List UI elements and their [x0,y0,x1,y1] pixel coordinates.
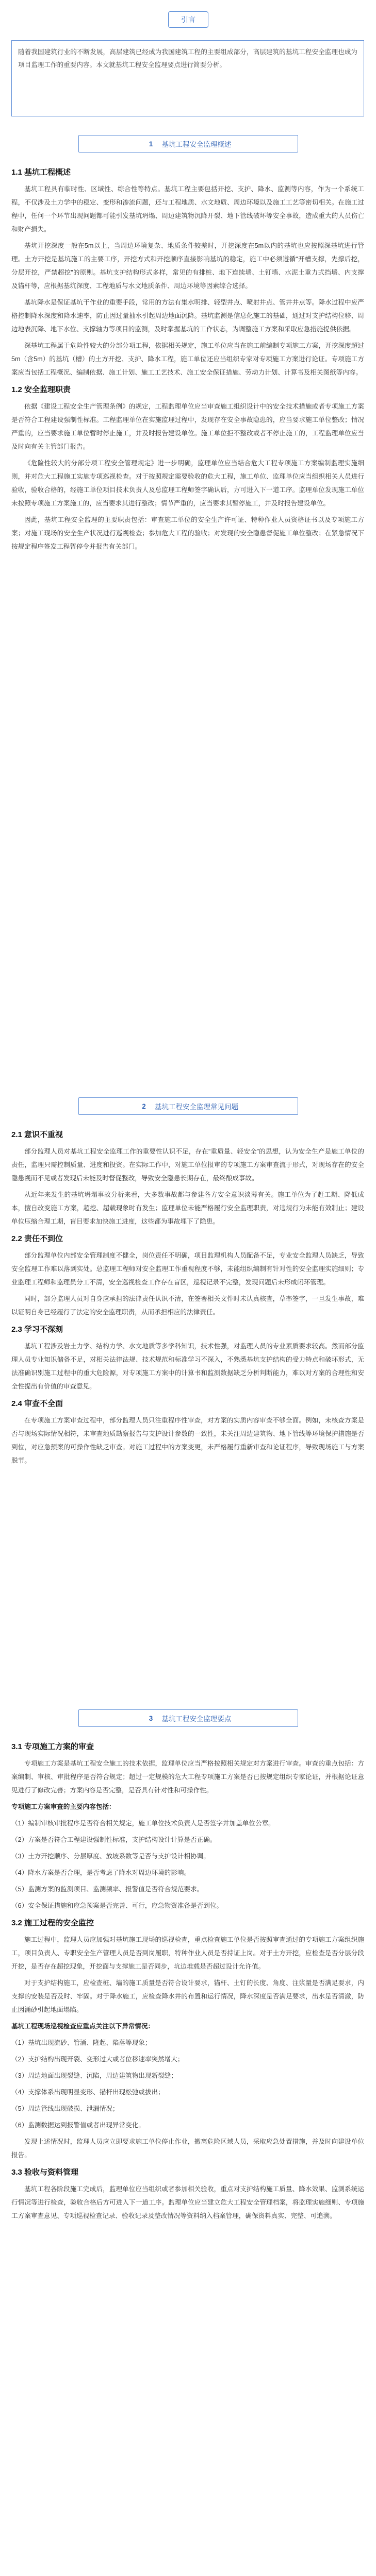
paragraph: 发现上述情况时，监理人员应立即要求施工单位停止作业，撤离危险区域人员，采取应急处置措施，并及时向建设单位报告。 [11,2138,364,2159]
paragraph: 从近年来发生的基坑坍塌事故分析来看，大多数事故都与参建各方安全意识淡薄有关。施工单位为了赶工期、降低成本，擅自改变施工方案，超挖、超载现象时有发生；监理单位未能严格履行安全监理职责，对违规行为未能有效制止；建设单位压缩合理工期，盲目要求加快施工进度，这些都为事故埋下了隐患。 [11,1191,364,1225]
list-item: （1）编制审核审批程序是否符合相关规定，施工单位技术负责人是否签字并加盖单位公章。 [11,1820,275,1827]
subsection-heading: 2.2 责任不到位 [11,1234,63,1243]
list-item: （5）监测方案的监测项目、监测频率、报警值是否符合规范要求。 [11,1886,204,1893]
section-title: 基坑工程安全监理常见问题 [155,1103,238,1111]
paragraph: 基坑工程具有临时性、区域性、综合性等特点。基坑工程主要包括开挖、支护、降水、监测等内容，作为一个系统工程，不仅涉及土力学中的稳定、变形和渗流问题，还与工程地质、水文地质、周边环境以及施工工艺等密切相关。在施工过程中，任何一个环节出现问题都可能引发基坑坍塌、周边建筑物沉降开裂、地下管线破坏等安全事故，造成重大的人员伤亡和财产损失。 [11,185,364,233]
subsection-heading: 2.4 审查不全面 [11,1399,63,1408]
section-number: 1 [149,140,153,148]
section-number: 2 [142,1102,146,1110]
intro-text: 随着我国建筑行业的不断发展，高层建筑已经成为我国建筑工程的主要组成部分，高层建筑的基坑工程安全监理也成为项目监理工作的重要内容。本文就基坑工程安全监理要点进行简要分析。 [18,48,357,69]
paragraph: 《危险性较大的分部分项工程安全管理规定》进一步明确，监理单位应当结合危大工程专项施工方案编制监理实施细则，并对危大工程施工实施专项巡视检查。对于按照规定需要验收的危大工程，施工单位、监理单位应当组织相关人员进行验收，验收合格的，经施工单位项目技术负责人及总监理工程师签字确认后，方可进入下一道工序。监理单位发现施工单位未按照专项施工方案施工的，应当要求其进行整改；情节严重的，应当要求其暂停施工，并及时报告建设单位。 [11,460,364,507]
subsection-heading: 1.1 基坑工程概述 [11,168,71,177]
list-item: （2）支护结构出现开裂、变形过大或者位移速率突然增大； [11,2056,184,2063]
subsection-heading: 3.2 施工过程的安全监控 [11,1919,94,1927]
section-number: 3 [149,1714,153,1722]
list-item: （2）方案是否符合工程建设强制性标准，支护结构设计计算是否正确。 [11,1836,217,1843]
list-item: （5）周边管线出现破损、泄漏情况； [11,2105,119,2112]
section-body-3 [11,1736,364,2576]
paragraph: 基坑工程各阶段施工完成后，监理单位应当组织或者参加相关验收，重点对支护结构施工质量、降水效果、监测系统运行情况等进行检查，验收合格后方可进入下一道工序。监理单位应当建立危大工程安全管理档案，将监理实施细则、专项施工方案审查意见、专项巡视检查记录、验收记录及整改情况等资料纳入档案管理，确保资料真实、完整、可追溯。 [11,2185,364,2219]
paragraph: 施工过程中，监理人员应加强对基坑施工现场的巡视检查，重点检查施工单位是否按照审查通过的专项施工方案组织施工，项目负责人、专职安全生产管理人员是否到岗履职，特种作业人员是否持证上岗。对于土方开挖，应检查是否分层分段开挖，是否存在超挖现象，开挖面与支撑施工是否同步，坑边堆载是否超过设计允许值。 [11,1936,364,1970]
section-body-2 [11,1124,364,1701]
section-title: 基坑工程安全监理概述 [161,141,232,148]
paragraph: 深基坑工程属于危险性较大的分部分项工程，依据相关规定，施工单位应当在施工前编制专项施工方案，开挖深度超过5m（含5m）的基坑（槽）的土方开挖、支护、降水工程，施工单位还应当组织专家对专项施工方案进行论证。专项施工方案应当包括工程概况、编制依据、施工计划、施工工艺技术、施工安全保证措施、劳动力计划、计算书及相关图纸等内容。 [11,342,364,376]
subsection-heading: 2.1 意识不重视 [11,1130,63,1139]
paragraph: 基坑开挖深度一般在5m以上，当周边环境复杂、地质条件较差时，开挖深度在5m以内的基坑也应按照深基坑进行管理。土方开挖是基坑施工的主要工序，开挖方式和开挖顺序直接影响基坑的稳定，施工中必须遵循“开槽支撑，先撑后挖，分层开挖，严禁超挖”的原则。基坑支护结构形式多样，常见的有排桩、地下连续墙、土钉墙、水泥土重力式挡墙、内支撑及锚杆等，应根据基坑深度、工程地质与水文地质条件、周边环境等因素综合选择。 [11,242,364,290]
list-item: （4）降水方案是否合理，是否考虑了降水对周边环境的影响。 [11,1869,191,1876]
subsection-heading: 1.2 安全监理职责 [11,385,71,394]
intro-box [11,40,364,116]
paragraph: 因此，基坑工程安全监理的主要职责包括：审查施工单位的安全生产许可证、特种作业人员资格证书以及专项施工方案；对施工现场的安全生产状况进行巡视检查；参加危大工程的验收；对发现的安全隐患督促施工单位整改；在紧急情况下按规定程序签发工程暂停令并报告有关部门。 [11,516,364,550]
list-item: （1）基坑出现流砂、管涌、隆起、陷落等现象； [11,2039,152,2046]
paragraph: 依据《建设工程安全生产管理条例》的规定，工程监理单位应当审查施工组织设计中的安全技术措施或者专项施工方案是否符合工程建设强制性标准。工程监理单位在实施监理过程中，发现存在安全事故隐患的，应当要求施工单位整改；情况严重的，应当要求施工单位暂时停止施工，并及时报告建设单位。施工单位拒不整改或者不停止施工的，工程监理单位应当及时向有关主管部门报告。 [11,403,364,450]
list-item: （3）周边地面出现裂缝、沉陷，周边建筑物出现新裂缝； [11,2072,177,2079]
section-header-3 [78,1709,298,1727]
paragraph: 基坑降水是保证基坑干作业的重要手段，常用的方法有集水明排、轻型井点、喷射井点、管井井点等。降水过程中应严格控制降水深度和降水速率，防止因过量抽水引起周边地面沉降。基坑监测是信息化施工的基础，通过对支护结构位移、周边地表沉降、地下水位、支撑轴力等项目的监测，及时掌握基坑的工作状态，为调整施工方案和采取应急措施提供依据。 [11,299,364,333]
list-intro: 专项施工方案审查的主要内容包括： [11,1803,116,1810]
paragraph: 部分监理人员对基坑工程安全监理工作的重要性认识不足，存在“重质量、轻安全”的思想，认为安全生产是施工单位的责任，监理只需控制质量、进度和投资。在实际工作中，对施工单位报审的专项施工方案审查流于形式，对现场存在的安全隐患视而不见或者发现后未能及时督促整改，导致安全隐患长期存在，最终酿成事故。 [11,1148,364,1182]
paragraph: 基坑工程涉及岩土力学、结构力学、水文地质等多学科知识，技术性强，对监理人员的专业素质要求较高。然而部分监理人员专业知识储备不足，对相关法律法规、技术规范和标准学习不深入，不熟悉基坑支护结构的受力特点和破坏形式，无法准确识别施工过程中的重大危险源，对专项施工方案中的计算书和监测数据缺乏分析判断能力，难以对方案的合理性和安全性提出有价值的审查意见。 [11,1343,364,1390]
section-body-1 [11,162,364,1084]
paragraph: 同时，部分监理人员对自身应承担的法律责任认识不清，在签署相关文件时未认真核查，草率签字，一旦发生事故，难以证明自身已经履行了法定的安全监理职责，从而承担相应的法律责任。 [11,1295,364,1316]
list-item: （6）安全保证措施和应急预案是否完善、可行，应急物资准备是否到位。 [11,1902,223,1909]
intro-tag: 引言 [168,11,208,28]
list-intro: 基坑工程现场巡视检查应重点关注以下异常情况： [11,2023,155,2030]
paragraph: 在专项施工方案审查过程中，部分监理人员只注重程序性审查，对方案的实质内容审查不够全面。例如，未核查方案是否与现场实际情况相符，未审查地质勘察报告与支护设计参数的一致性，未关注周边建筑物、地下管线等环境保护措施是否到位，对应急预案的可操作性缺乏审查。对施工过程中的方案变更，未严格履行重新审查和论证程序，导致现场施工与方案脱节。 [11,1417,364,1464]
paragraph: 部分监理单位内部安全管理制度不健全，岗位责任不明确，项目监理机构人员配备不足，专业安全监理人员缺乏，导致安全监理工作难以落到实处。总监理工程师对安全监理工作重视程度不够，未能组织编制有针对性的安全监理实施细则；专业监理工程师和监理员分工不清，安全巡视检查工作存在盲区，巡视记录不完整，发现问题后未形成闭环管理。 [11,1252,364,1286]
subsection-heading: 3.1 专项施工方案的审查 [11,1742,94,1751]
list-item: （4）支撑体系出现明显变形、锚杆出现松弛或拔出； [11,2089,165,2096]
list-item: （3）土方开挖顺序、分层厚度、放坡系数等是否与支护设计相协调。 [11,1853,210,1860]
paragraph: 专项施工方案是基坑工程安全施工的技术依据，监理单位应当严格按照相关规定对方案进行审查。审查的重点包括：方案编制、审核、审批程序是否符合规定；超过一定规模的危大工程专项施工方案是否已按规定组织专家论证，并根据论证意见进行了修改完善；方案内容是否完整，是否具有针对性和可操作性。 [11,1760,364,1794]
paragraph: 对于支护结构施工，应检查桩、墙的施工质量是否符合设计要求，锚杆、土钉的长度、角度、注浆量是否满足要求，内支撑的安装是否及时、牢固。对于降水施工，应检查降水井的布置和运行情况，降水深度是否满足要求，出水是否清澈，防止因涌砂引起地面塌陷。 [11,1979,364,2013]
section-title: 基坑工程安全监理要点 [161,1715,232,1723]
section-header-2 [78,1097,298,1115]
list-item: （6）监测数据达到报警值或者出现异常变化。 [11,2122,145,2129]
section-header-1 [78,135,298,152]
subsection-heading: 2.3 学习不深刻 [11,1325,63,1334]
subsection-heading: 3.3 验收与资料管理 [11,2168,79,2177]
